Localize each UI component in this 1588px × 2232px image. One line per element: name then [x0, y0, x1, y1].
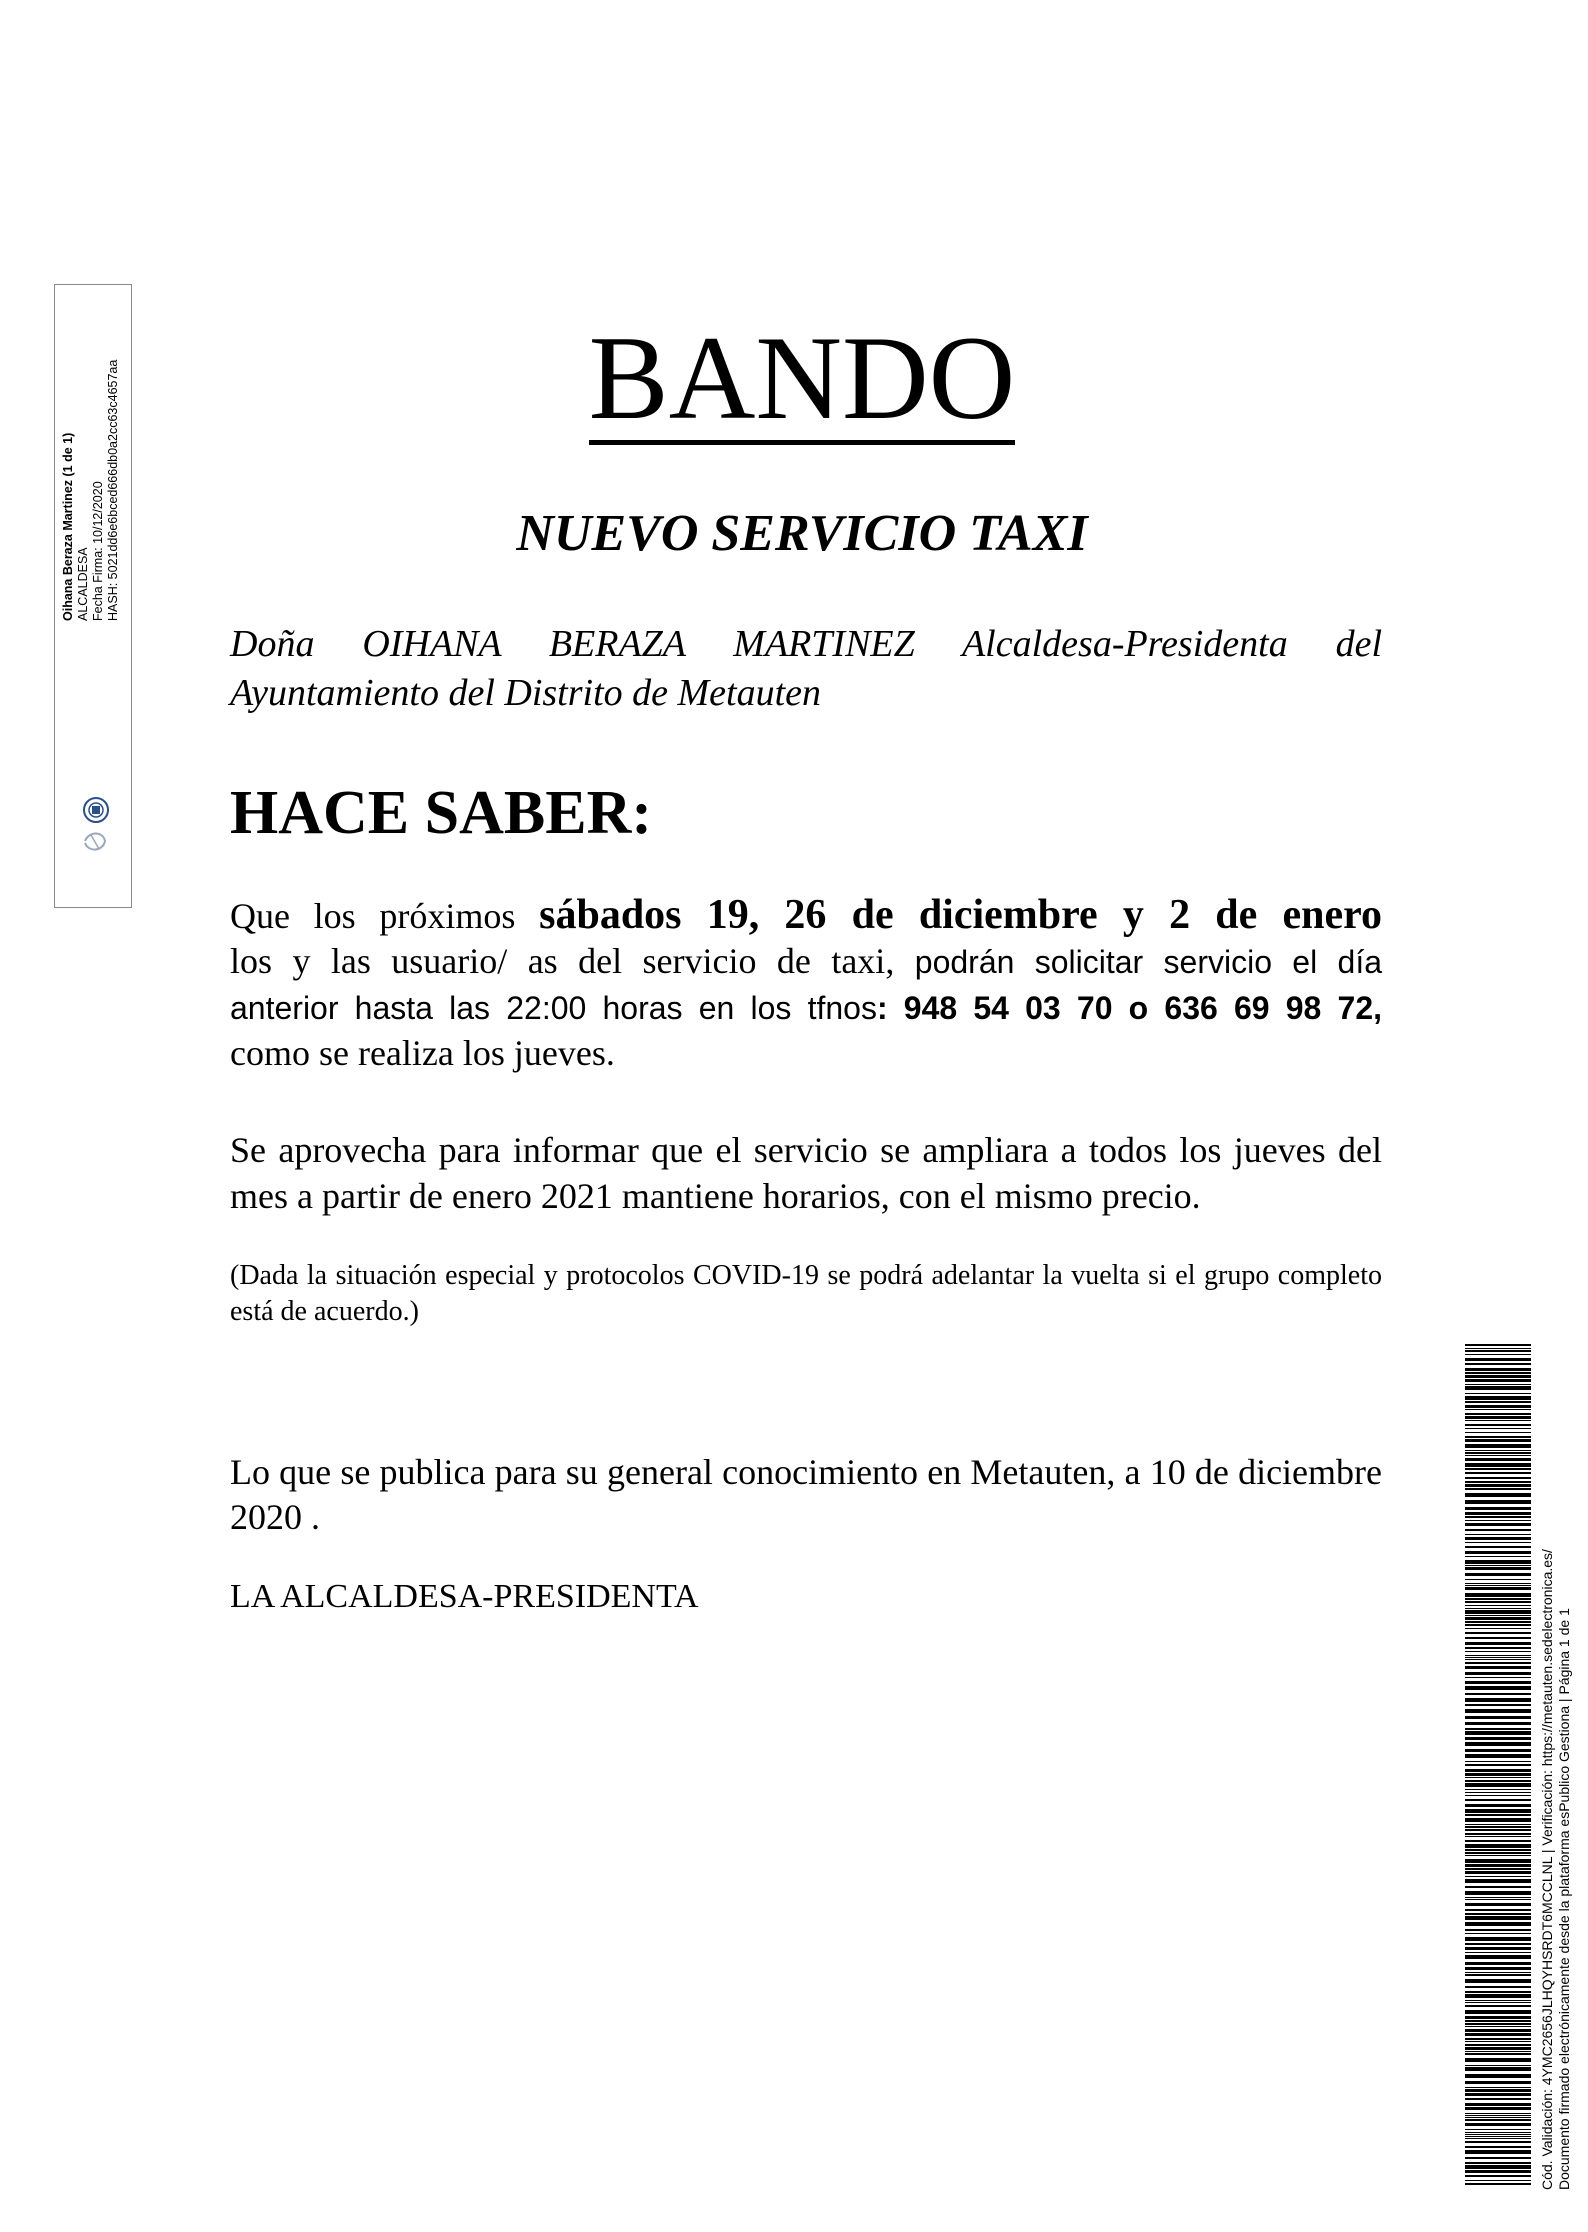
- barcode-bar: [1465, 1516, 1531, 1518]
- barcode-bar: [1465, 1617, 1531, 1620]
- barcode-bar: [1465, 1375, 1531, 1378]
- barcode-bar: [1465, 1529, 1531, 1531]
- barcode-bar: [1465, 1903, 1531, 1906]
- barcode-bar: [1465, 1686, 1531, 1690]
- barcode-bar: [1465, 2175, 1531, 2177]
- barcode-bar: [1465, 2103, 1531, 2106]
- barcode-bar: [1465, 1829, 1531, 1831]
- barcode-bar: [1465, 1764, 1531, 1766]
- barcode-bar: [1465, 1955, 1531, 1959]
- barcode-bar: [1465, 1344, 1531, 1346]
- barcode-bar: [1465, 2038, 1531, 2040]
- barcode-bar: [1465, 1722, 1531, 1725]
- schedule-line-4: como se realiza los jueves.: [230, 1033, 615, 1073]
- barcode-bar: [1465, 1585, 1531, 1586]
- signer-title: LA ALCALDESA-PRESIDENTA: [230, 1578, 699, 1615]
- barcode-bar: [1465, 1666, 1531, 1669]
- schedule-dates: sábados 19, 26 de diciembre y 2 de enero: [539, 892, 1383, 938]
- barcode-bar: [1465, 2115, 1531, 2116]
- barcode-bar: [1465, 1567, 1531, 1570]
- barcode-bar: [1465, 1809, 1531, 1813]
- barcode-bar: [1465, 1709, 1531, 1713]
- barcode-bar: [1465, 1542, 1531, 1543]
- barcode-bar: [1465, 1698, 1531, 1702]
- barcode-bar: [1465, 1593, 1531, 1597]
- barcode-bar: [1465, 2081, 1531, 2084]
- barcode-bar: [1465, 1864, 1531, 1867]
- barcode-bar: [1465, 1452, 1531, 1454]
- barcode-bar: [1465, 1929, 1531, 1931]
- barcode-bar: [1465, 1642, 1531, 1645]
- barcode-bar: [1465, 2093, 1531, 2096]
- barcode-bar: [1465, 1792, 1531, 1793]
- barcode-bar: [1465, 1979, 1531, 1983]
- barcode-bar: [1465, 1493, 1531, 1497]
- barcode-bar: [1465, 2026, 1531, 2027]
- barcode-bar: [1465, 1818, 1531, 1822]
- barcode-bar: [1465, 1573, 1531, 1576]
- barcode-bar: [1465, 2016, 1531, 2019]
- barcode-bar: [1465, 1852, 1531, 1854]
- barcode-bar: [1465, 2033, 1531, 2036]
- barcode-bar: [1465, 1624, 1531, 1626]
- barcode-bar: [1465, 1537, 1531, 1540]
- barcode-bar: [1465, 2089, 1531, 2092]
- barcode-bar: [1465, 1348, 1531, 1349]
- barcode-bar: [1465, 1637, 1531, 1639]
- issuer-line-1: Doña OIHANA BERAZA MARTINEZ Alcaldesa-Presidenta del: [230, 623, 1382, 665]
- barcode-bar: [1465, 1556, 1531, 1557]
- schedule-line-1: [230, 892, 1382, 938]
- barcode-bar: [1465, 1358, 1531, 1361]
- barcode-bar: [1465, 1444, 1531, 1448]
- barcode-bar: [1465, 1824, 1531, 1825]
- barcode-bar: [1465, 1484, 1531, 1487]
- barcode-bar: [1465, 1512, 1531, 1515]
- barcode-bar: [1465, 1742, 1531, 1746]
- barcode-bar: [1465, 1608, 1531, 1609]
- barcode-bar: [1465, 1871, 1531, 1874]
- barcode-bar: [1465, 1836, 1531, 1837]
- barcode-bar: [1465, 2005, 1531, 2007]
- seal-icon: [77, 795, 111, 865]
- barcode-bar: [1465, 2129, 1531, 2130]
- barcode-bar: [1465, 1913, 1531, 1915]
- barcode-bar: [1465, 1947, 1531, 1950]
- barcode-bar: [1465, 1899, 1531, 1900]
- barcode-bar: [1465, 1354, 1531, 1355]
- barcode-bar: [1465, 1546, 1531, 1548]
- signer-role: ALCALDESA: [76, 547, 90, 621]
- barcode-bar: [1465, 1420, 1531, 1421]
- barcode-bar: [1465, 1500, 1531, 1504]
- barcode-bar: [1465, 2041, 1531, 2042]
- barcode-bar: [1465, 1777, 1531, 1778]
- barcode-bar: [1465, 1350, 1531, 1352]
- barcode-bar: [1465, 1891, 1531, 1895]
- barcode-bar: [1465, 2180, 1531, 2181]
- barcode-bar: [1465, 1974, 1531, 1976]
- barcode-bar: [1465, 2000, 1531, 2001]
- barcode-bar: [1465, 2123, 1531, 2126]
- barcode-bar: [1465, 1952, 1531, 1953]
- barcode-bar: [1465, 1855, 1531, 1856]
- barcode-bar: [1465, 2087, 1531, 2088]
- barcode-bar: [1465, 1769, 1531, 1772]
- barcode-bar: [1465, 1401, 1531, 1403]
- barcode-bar: [1465, 1659, 1531, 1660]
- barcode-bar: [1465, 2053, 1531, 2055]
- signature-hash: HASH: 5021dd6e6bced666db0a2cc63c4657aa: [106, 359, 120, 621]
- covid-note: (Dada la situación especial y protocolos COVID-19 se podrá adelantar la vuelta si el grupo completo está de acuerdo.): [230, 1260, 1382, 1327]
- barcode-bar: [1465, 1799, 1531, 1801]
- schedule-request: podrán solicitar servicio el día: [914, 944, 1383, 980]
- barcode-bar: [1465, 1754, 1531, 1758]
- schedule-hours: anterior hasta las 22:00 horas en los tfnos: [230, 990, 877, 1026]
- barcode-bar: [1465, 2170, 1531, 2173]
- barcode-bar: [1465, 1749, 1531, 1752]
- barcode-bar: [1465, 1991, 1531, 1993]
- barcode-bar: [1465, 1424, 1531, 1426]
- validation-line-2: Documento firmado electrónicamente desde la plataforma esPublico Gestiona | Página 1 de 1: [1556, 1608, 1572, 2190]
- barcode-bar: [1465, 1655, 1531, 1656]
- barcode-bar: [1465, 1583, 1531, 1584]
- barcode-bar: [1465, 1737, 1531, 1740]
- barcode-bar: [1465, 1868, 1531, 1870]
- barcode-bar: [1465, 2002, 1531, 2003]
- barcode-bar: [1465, 1795, 1531, 1796]
- barcode-bar: [1465, 1405, 1531, 1408]
- barcode-bar: [1465, 2058, 1531, 2062]
- barcode-bar: [1465, 2134, 1531, 2135]
- barcode-bar: [1465, 1393, 1531, 1394]
- barcode-bar: [1465, 1386, 1531, 1390]
- barcode-bar: [1465, 1384, 1531, 1385]
- barcode-bar: [1465, 1488, 1531, 1490]
- barcode-bar: [1465, 1677, 1531, 1678]
- barcode-bar: [1465, 1972, 1531, 1973]
- barcode-bar: [1465, 1681, 1531, 1684]
- barcode-bar: [1465, 1458, 1531, 1461]
- barcode-bar: [1465, 1468, 1531, 1470]
- paragraph-schedule: [230, 892, 1382, 1076]
- closing-statement: Lo que se publica para su general conocimiento en Metauten, a 10 de diciembre 2020 .: [230, 1452, 1382, 1537]
- barcode-bar: [1465, 2010, 1531, 2014]
- document-subtitle: NUEVO SERVICIO TAXI: [516, 505, 1088, 562]
- announcement-heading: HACE SABER:: [230, 779, 653, 847]
- barcode-bar: [1465, 1565, 1531, 1566]
- barcode-bar: [1465, 1937, 1531, 1941]
- barcode-bar: [1465, 2117, 1531, 2118]
- barcode-bar: [1465, 1396, 1531, 1400]
- barcode-bar: [1465, 1601, 1531, 1603]
- barcode-bar: [1465, 1610, 1531, 1614]
- barcode-bar: [1465, 2165, 1531, 2169]
- barcode-bar: [1465, 1886, 1531, 1888]
- barcode-bar: [1465, 1783, 1531, 1787]
- barcode-bar: [1465, 1933, 1531, 1934]
- barcode-bar: [1465, 2065, 1531, 2066]
- schedule-phones: : 948 54 03 70 o 636 69 98 72,: [876, 990, 1383, 1026]
- barcode-bar: [1465, 2150, 1531, 2154]
- barcode-bar: [1465, 2138, 1531, 2139]
- barcode-bar: [1465, 1833, 1531, 1835]
- document-title: [0, 311, 1588, 445]
- barcode-bar: [1465, 1560, 1531, 1564]
- barcode-bar: [1465, 1477, 1531, 1479]
- barcode-bar: [1465, 1943, 1531, 1945]
- barcode-bar: [1465, 2067, 1531, 2071]
- barcode-bar: [1465, 1579, 1531, 1580]
- barcode-bar: [1465, 1615, 1531, 1616]
- barcode-bar: [1465, 1844, 1531, 1848]
- barcode-bar: [1465, 1372, 1531, 1374]
- barcode-bar: [1465, 1826, 1531, 1828]
- barcode-bar: [1465, 1436, 1531, 1438]
- barcode-bar: [1465, 1662, 1531, 1664]
- barcode-bar: [1465, 1804, 1531, 1807]
- issuer-line-2: Ayuntamiento del Distrito de Metauten: [230, 672, 822, 714]
- barcode-bar: [1465, 2119, 1531, 2121]
- barcode-bar: [1465, 1363, 1531, 1365]
- barcode-bar: [1465, 2051, 1531, 2052]
- barcode-bar: [1465, 1716, 1531, 1719]
- barcode-bar: [1465, 1472, 1531, 1474]
- barcode: [1465, 1344, 1531, 2186]
- barcode-bar: [1465, 1780, 1531, 1782]
- barcode-bar: [1465, 1481, 1531, 1483]
- barcode-bar: [1465, 2136, 1531, 2137]
- barcode-bar: [1465, 2098, 1531, 2100]
- signature-date: Fecha Firma: 10/12/2020: [91, 481, 105, 621]
- barcode-bar: [1465, 1551, 1531, 1554]
- barcode-bar: [1465, 1368, 1531, 1371]
- barcode-bar: [1465, 1672, 1531, 1675]
- barcode-bar: [1465, 1439, 1531, 1442]
- barcode-bar: [1465, 2074, 1531, 2078]
- signer-name: Oihana Beraza Martinez (1 de 1): [61, 432, 75, 621]
- barcode-bar: [1465, 2044, 1531, 2046]
- barcode-bar: [1465, 1916, 1531, 1920]
- barcode-bar: [1465, 1413, 1531, 1415]
- barcode-bar: [1465, 1379, 1531, 1382]
- barcode-bar: [1465, 1657, 1531, 1658]
- barcode-bar: [1465, 1840, 1531, 1842]
- barcode-bar: [1465, 1409, 1531, 1410]
- barcode-bar: [1465, 2146, 1531, 2148]
- barcode-bar: [1465, 2047, 1531, 2050]
- barcode-bar: [1465, 1879, 1531, 1883]
- barcode-bar: [1465, 1849, 1531, 1851]
- barcode-bar: [1465, 2023, 1531, 2025]
- title-text: BANDO: [588, 311, 1016, 444]
- barcode-bar: [1465, 1628, 1531, 1629]
- barcode-bar: [1465, 2020, 1531, 2022]
- barcode-bar: [1465, 1450, 1531, 1451]
- barcode-bar: [1465, 1761, 1531, 1762]
- barcode-bar: [1465, 1520, 1531, 1521]
- barcode-bar: [1465, 1773, 1531, 1776]
- barcode-bar: [1465, 1523, 1531, 1526]
- barcode-bar: [1465, 2162, 1531, 2164]
- barcode-bar: [1465, 1728, 1531, 1730]
- barcode-bar: [1465, 1534, 1531, 1535]
- barcode-bar: [1465, 1598, 1531, 1600]
- schedule-line-3: [230, 984, 1382, 1030]
- barcode-bar: [1465, 1922, 1531, 1926]
- barcode-bar: [1465, 1605, 1531, 1606]
- barcode-bar: [1465, 1587, 1531, 1590]
- schedule-line-2: [230, 938, 1382, 984]
- barcode-bar: [1465, 2141, 1531, 2143]
- barcode-bar: [1465, 1897, 1531, 1898]
- barcode-bar: [1465, 1704, 1531, 1706]
- barcode-bar: [1465, 1859, 1531, 1863]
- barcode-bar: [1465, 1994, 1531, 1998]
- barcode-bar: [1465, 1416, 1531, 1419]
- barcode-bar: [1465, 1428, 1531, 1429]
- barcode-bar: [1465, 1621, 1531, 1623]
- barcode-bar: [1465, 2132, 1531, 2133]
- schedule-intro: Que los próximos: [230, 896, 516, 936]
- paragraph-extension: Se aprovecha para informar que el servicio se ampliara a todos los jueves del mes a partir de enero 2021 mantiene horarios, con el mismo precio.: [230, 1130, 1382, 1216]
- schedule-users: los y las usuario/ as del servicio de taxi,: [230, 941, 895, 981]
- barcode-bar: [1465, 1876, 1531, 1877]
- barcode-bar: [1465, 1962, 1531, 1965]
- barcode-bar: [1465, 1507, 1531, 1510]
- barcode-bar: [1465, 2157, 1531, 2159]
- issuer-block: [230, 620, 1382, 718]
- barcode-bar: [1465, 1814, 1531, 1816]
- barcode-bar: [1465, 2113, 1531, 2114]
- validation-line-1: Cód. Validación: 4YMC2656JLHQYHSRDT6MCCLNL | Verificación: https://metauten.sedelectronica.es/: [1539, 1549, 1555, 2190]
- barcode-bar: [1465, 1967, 1531, 1970]
- barcode-bar: [1465, 1693, 1531, 1695]
- barcode-bar: [1465, 1651, 1531, 1652]
- barcode-bar: [1465, 1731, 1531, 1735]
- barcode-bar: [1465, 2029, 1531, 2032]
- barcode-bar: [1465, 1986, 1531, 1988]
- barcode-bar: [1465, 1647, 1531, 1649]
- barcode-bar: [1465, 2107, 1531, 2110]
- barcode-bar: [1465, 1632, 1531, 1634]
- barcode-bar: [1465, 1463, 1531, 1467]
- barcode-bar: [1465, 2183, 1531, 2185]
- barcode-bar: [1465, 1455, 1531, 1456]
- barcode-bar: [1465, 1432, 1531, 1433]
- barcode-bar: [1465, 1789, 1531, 1790]
- barcode-bar: [1465, 1909, 1531, 1911]
